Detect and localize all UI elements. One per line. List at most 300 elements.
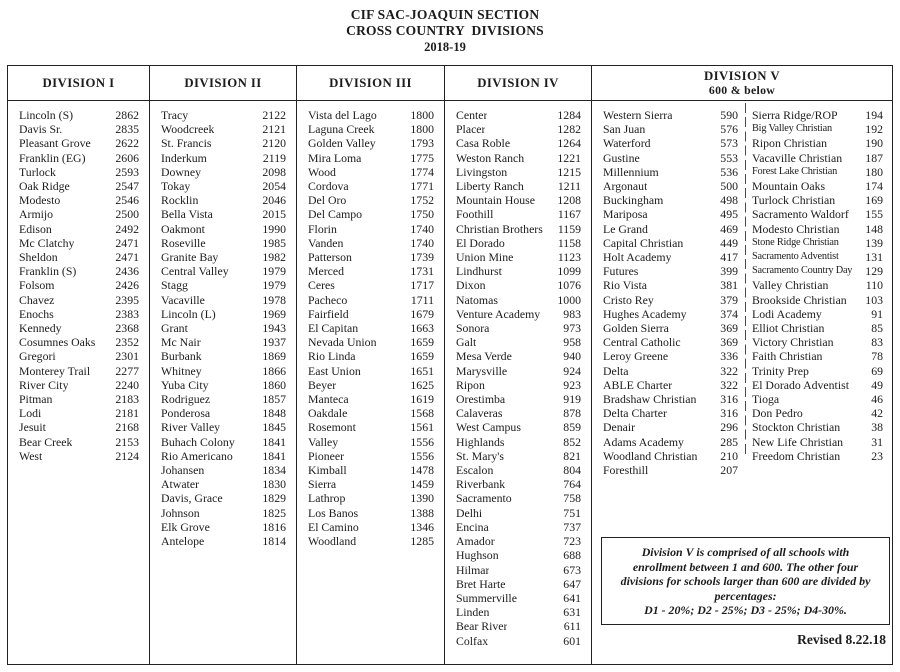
school-enrollment: 1211: [557, 179, 581, 194]
school-name: Vacaville: [161, 292, 205, 307]
school-row: [752, 136, 883, 150]
school-name: Summerville: [456, 590, 517, 605]
school-enrollment: 1834: [262, 463, 286, 478]
school-name: Hilmar: [456, 562, 490, 577]
school-name: Colfax: [456, 633, 489, 648]
school-enrollment: 1943: [262, 321, 286, 336]
school-row: [752, 364, 883, 378]
school-name: Argonaut: [603, 179, 648, 194]
school-row: [456, 349, 581, 363]
school-row: [308, 406, 434, 420]
school-name: El Dorado Adventist: [752, 377, 849, 392]
school-enrollment: 316: [720, 392, 738, 407]
school-name: Enochs: [19, 306, 54, 321]
note-line: enrollment between 1 and 600. The other four: [632, 559, 859, 574]
school-row: [161, 236, 286, 250]
school-name: Atwater: [161, 477, 199, 492]
school-name: Beyer: [308, 377, 337, 392]
school-row: [603, 264, 738, 278]
school-name: Whitney: [161, 363, 202, 378]
school-enrollment: 83: [871, 335, 883, 350]
school-enrollment: 2277: [115, 363, 139, 378]
school-row: [308, 321, 434, 335]
school-row: [456, 193, 581, 207]
school-name: Golden Valley: [308, 136, 376, 151]
school-enrollment: 1167: [557, 207, 581, 222]
school-row: [752, 264, 883, 278]
school-name: Vista del Lago: [308, 108, 377, 122]
division-5-note-box: [601, 537, 890, 625]
school-enrollment: 723: [563, 534, 581, 549]
school-row: [456, 151, 581, 165]
school-name: Le Grand: [603, 221, 648, 236]
school-enrollment: 374: [720, 306, 738, 321]
school-name: Stone Ridge Christian: [752, 236, 839, 248]
school-enrollment: 2181: [115, 406, 139, 421]
school-row: [308, 179, 434, 193]
school-enrollment: 1561: [410, 420, 434, 435]
school-name: Leroy Greene: [603, 349, 669, 364]
school-enrollment: 758: [563, 491, 581, 506]
school-row: [456, 477, 581, 491]
school-name: Turlock: [19, 164, 56, 179]
school-enrollment: 2471: [115, 235, 139, 250]
school-name: West: [19, 448, 43, 463]
school-enrollment: 1800: [410, 108, 434, 122]
school-row: [456, 122, 581, 136]
school-row: [161, 293, 286, 307]
school-row: [603, 335, 738, 349]
school-enrollment: 764: [563, 477, 581, 492]
school-enrollment: 1800: [410, 122, 434, 137]
school-enrollment: 1000: [557, 292, 581, 307]
school-name: Mountain House: [456, 193, 535, 208]
school-row: [308, 506, 434, 520]
school-name: Escalon: [456, 463, 494, 478]
school-enrollment: 2471: [115, 250, 139, 265]
school-enrollment: 1388: [410, 505, 434, 520]
school-name: Highlands: [456, 434, 505, 449]
school-name: Mountain Oaks: [752, 179, 826, 194]
school-name: Davis Sr.: [19, 122, 63, 137]
school-name: Buckingham: [603, 193, 664, 208]
school-name: Del Campo: [308, 207, 363, 222]
school-enrollment: 1679: [410, 306, 434, 321]
school-row: [161, 165, 286, 179]
school-row: [161, 491, 286, 505]
school-enrollment: 1982: [262, 250, 286, 265]
school-enrollment: 1731: [410, 264, 434, 279]
school-enrollment: 1390: [410, 491, 434, 506]
school-name: Modesto Christian: [752, 221, 840, 236]
school-enrollment: 1459: [410, 477, 434, 492]
school-enrollment: 1625: [410, 377, 434, 392]
school-enrollment: 2622: [115, 136, 139, 151]
school-name: Hughson: [456, 548, 499, 563]
school-name: Futures: [603, 264, 639, 279]
school-row: [603, 307, 738, 321]
school-name: Forest Lake Christian: [752, 165, 838, 177]
school-row: [161, 264, 286, 278]
school-enrollment: 641: [563, 590, 581, 605]
school-row: [603, 392, 738, 406]
school-row: [752, 435, 883, 449]
school-row: [752, 250, 883, 264]
school-name: Casa Roble: [456, 136, 511, 151]
school-enrollment: 1774: [410, 164, 434, 179]
school-name: River City: [19, 377, 69, 392]
school-enrollment: 2546: [115, 193, 139, 208]
school-row: [19, 392, 139, 406]
school-row: [752, 321, 883, 335]
school-enrollment: 103: [865, 292, 883, 307]
school-name: Lincoln (L): [161, 306, 216, 321]
school-row: [161, 108, 286, 122]
school-enrollment: 1659: [410, 349, 434, 364]
school-name: Pitman: [19, 392, 53, 407]
school-row: [19, 207, 139, 221]
school-name: Mesa Verde: [456, 349, 512, 364]
school-name: Granite Bay: [161, 250, 219, 265]
school-enrollment: 2426: [115, 278, 139, 293]
school-row: [308, 520, 434, 534]
school-row: [161, 222, 286, 236]
school-row: [161, 136, 286, 150]
school-enrollment: 180: [865, 164, 883, 179]
school-enrollment: 1841: [262, 448, 286, 463]
school-name: Inderkum: [161, 150, 207, 165]
title-event: CROSS COUNTRY DIVISIONS: [346, 23, 544, 38]
school-name: Jesuit: [19, 420, 46, 435]
school-name: Turlock Christian: [752, 193, 836, 208]
school-row: [161, 520, 286, 534]
school-name: West Campus: [456, 420, 521, 435]
school-enrollment: 1866: [262, 363, 286, 378]
school-row: [456, 165, 581, 179]
school-enrollment: 23: [871, 448, 883, 463]
school-name: Florin: [308, 221, 337, 236]
school-enrollment: 69: [871, 363, 883, 378]
school-enrollment: 495: [720, 207, 738, 222]
school-enrollment: 139: [865, 235, 883, 250]
school-enrollment: 1478: [410, 463, 434, 478]
school-enrollment: 1158: [557, 235, 581, 250]
school-enrollment: 187: [865, 150, 883, 165]
school-row: [752, 108, 883, 122]
school-enrollment: 148: [865, 221, 883, 236]
school-name: Tokay: [161, 179, 191, 194]
school-enrollment: 1099: [557, 264, 581, 279]
school-enrollment: 1740: [410, 235, 434, 250]
school-name: Valley Christian: [752, 278, 829, 293]
school-name: Pioneer: [308, 448, 345, 463]
school-name: Antelope: [161, 534, 205, 549]
division-2-column: [149, 66, 296, 664]
school-row: [308, 222, 434, 236]
school-enrollment: 322: [720, 363, 738, 378]
school-row: [19, 364, 139, 378]
school-enrollment: 131: [865, 250, 883, 265]
school-row: [603, 179, 738, 193]
division-4-header-label: DIVISION IV: [477, 76, 559, 90]
school-name: Bella Vista: [161, 207, 213, 222]
school-enrollment: 1969: [262, 306, 286, 321]
school-row: [19, 406, 139, 420]
school-row: [161, 477, 286, 491]
school-row: [161, 307, 286, 321]
school-enrollment: 2121: [262, 122, 286, 137]
school-enrollment: 2395: [115, 292, 139, 307]
school-enrollment: 804: [563, 463, 581, 478]
school-enrollment: 1775: [410, 150, 434, 165]
school-name: Woodland Christian: [603, 448, 698, 463]
school-enrollment: 1208: [557, 193, 581, 208]
school-name: Rio Americano: [161, 448, 233, 463]
school-name: Armijo: [19, 207, 54, 222]
school-row: [308, 193, 434, 207]
school-enrollment: 673: [563, 562, 581, 577]
school-enrollment: 381: [720, 278, 738, 293]
school-enrollment: 322: [720, 377, 738, 392]
school-enrollment: 611: [563, 619, 581, 634]
school-name: Sacramento: [456, 491, 512, 506]
school-name: Johansen: [161, 463, 205, 478]
school-name: Nevada Union: [308, 335, 377, 350]
school-name: Freedom Christian: [752, 448, 841, 463]
school-row: [752, 392, 883, 406]
school-name: Foresthill: [603, 463, 649, 478]
school-name: Galt: [456, 335, 477, 350]
school-row: [603, 151, 738, 165]
school-enrollment: 1771: [410, 179, 434, 194]
school-name: Foothill: [456, 207, 494, 222]
school-name: Kennedy: [19, 321, 62, 336]
school-row: [603, 406, 738, 420]
school-name: Lodi: [19, 406, 42, 421]
division-2-school-list: [150, 101, 296, 664]
school-enrollment: 923: [563, 377, 581, 392]
school-name: Modesto: [19, 193, 61, 208]
school-name: Franklin (S): [19, 264, 77, 279]
school-enrollment: 1848: [262, 406, 286, 421]
school-enrollment: 46: [871, 392, 883, 407]
school-enrollment: 2015: [262, 207, 286, 222]
school-name: Sacramento Adventist: [752, 251, 839, 263]
school-row: [752, 293, 883, 307]
school-enrollment: 2098: [262, 164, 286, 179]
division-3-header-label: DIVISION III: [329, 76, 412, 90]
school-row: [456, 236, 581, 250]
revised-date: Revised 8.22.18: [797, 632, 886, 647]
school-enrollment: 42: [871, 406, 883, 421]
division-4-school-list: [445, 101, 591, 664]
school-enrollment: 2352: [115, 335, 139, 350]
school-enrollment: 2862: [115, 108, 139, 122]
school-name: Edison: [19, 221, 52, 236]
school-enrollment: 1978: [262, 292, 286, 307]
school-enrollment: 1285: [410, 534, 434, 549]
school-enrollment: 78: [871, 349, 883, 364]
school-enrollment: 1829: [262, 491, 286, 506]
school-enrollment: 1284: [557, 108, 581, 122]
school-row: [603, 278, 738, 292]
school-name: St. Francis: [161, 136, 212, 151]
school-name: Sacramento Country Day: [752, 265, 853, 277]
school-name: Natomas: [456, 292, 498, 307]
school-enrollment: 2547: [115, 179, 139, 194]
school-name: San Juan: [603, 122, 646, 137]
school-enrollment: 1793: [410, 136, 434, 151]
school-row: [161, 420, 286, 434]
school-row: [308, 491, 434, 505]
school-enrollment: 369: [720, 321, 738, 336]
school-name: Ponderosa: [161, 406, 211, 421]
school-name: Lindhurst: [456, 264, 502, 279]
school-name: Big Valley Christian: [752, 123, 832, 135]
school-enrollment: 192: [865, 122, 883, 137]
school-enrollment: 1159: [557, 221, 581, 236]
document-title: [0, 7, 890, 55]
school-row: [603, 207, 738, 221]
school-name: Rodriguez: [161, 392, 211, 407]
school-name: Rocklin: [161, 193, 199, 208]
school-enrollment: 2383: [115, 306, 139, 321]
school-name: Brookside Christian: [752, 292, 847, 307]
school-row: [456, 506, 581, 520]
school-row: [19, 179, 139, 193]
school-name: Mc Clatchy: [19, 235, 75, 250]
school-name: Bear River: [456, 619, 508, 634]
school-name: Linden: [456, 605, 490, 620]
school-row: [161, 364, 286, 378]
school-name: Placer: [456, 122, 486, 137]
school-name: Liberty Ranch: [456, 179, 524, 194]
division-1-header: [8, 66, 149, 101]
school-row: [161, 463, 286, 477]
school-name: Sierra Ridge/ROP: [752, 108, 838, 122]
school-enrollment: 1979: [262, 264, 286, 279]
school-enrollment: 1619: [410, 392, 434, 407]
school-row: [456, 108, 581, 122]
school-row: [603, 420, 738, 434]
school-name: New Life Christian: [752, 434, 844, 449]
school-row: [603, 463, 738, 477]
school-enrollment: 369: [720, 335, 738, 350]
school-name: Capital Christian: [603, 235, 684, 250]
school-name: Pacheco: [308, 292, 348, 307]
school-name: Chavez: [19, 292, 55, 307]
school-row: [752, 236, 883, 250]
school-enrollment: 1651: [410, 363, 434, 378]
school-name: Ripon: [456, 377, 485, 392]
school-enrollment: 878: [563, 406, 581, 421]
school-enrollment: 500: [720, 179, 738, 194]
school-row: [308, 378, 434, 392]
division-5-school-list-left: [592, 101, 745, 477]
school-name: Cristo Rey: [603, 292, 654, 307]
school-enrollment: 576: [720, 122, 738, 137]
school-enrollment: 1568: [410, 406, 434, 421]
school-enrollment: 2122: [262, 108, 286, 122]
school-enrollment: 2054: [262, 179, 286, 194]
school-row: [308, 435, 434, 449]
school-enrollment: 110: [865, 278, 883, 293]
division-5-subheader-label: 600 & below: [708, 83, 776, 97]
school-row: [161, 392, 286, 406]
school-row: [19, 420, 139, 434]
school-row: [603, 236, 738, 250]
school-row: [603, 193, 738, 207]
school-row: [19, 307, 139, 321]
school-name: Downey: [161, 164, 201, 179]
school-row: [19, 449, 139, 463]
school-enrollment: 1659: [410, 335, 434, 350]
school-name: Woodcreek: [161, 122, 215, 137]
school-name: Golden Sierra: [603, 321, 669, 336]
school-row: [308, 207, 434, 221]
school-name: Delhi: [456, 505, 483, 520]
division-3-header: [297, 66, 444, 101]
school-enrollment: 2183: [115, 392, 139, 407]
school-enrollment: 2168: [115, 420, 139, 435]
school-row: [752, 193, 883, 207]
school-row: [308, 264, 434, 278]
school-enrollment: 1750: [410, 207, 434, 222]
school-enrollment: 940: [563, 349, 581, 364]
school-name: Ripon Christian: [752, 136, 828, 151]
school-name: Roseville: [161, 235, 206, 250]
school-name: Millennium: [603, 164, 659, 179]
school-row: [456, 634, 581, 648]
school-row: [456, 321, 581, 335]
school-name: Sheldon: [19, 250, 58, 265]
school-name: Bear Creek: [19, 434, 73, 449]
school-row: [308, 420, 434, 434]
school-enrollment: 379: [720, 292, 738, 307]
school-row: [456, 250, 581, 264]
school-row: [603, 321, 738, 335]
school-enrollment: 983: [563, 306, 581, 321]
school-name: Del Oro: [308, 193, 347, 208]
school-enrollment: 2046: [262, 193, 286, 208]
school-enrollment: 1076: [557, 278, 581, 293]
school-row: [603, 222, 738, 236]
school-name: Tioga: [752, 392, 780, 407]
school-enrollment: 2120: [262, 136, 286, 151]
school-name: Rio Linda: [308, 349, 356, 364]
school-row: [456, 392, 581, 406]
school-row: [19, 165, 139, 179]
school-enrollment: 536: [720, 164, 738, 179]
school-name: Lincoln (S): [19, 108, 74, 122]
school-row: [308, 136, 434, 150]
school-enrollment: 647: [563, 576, 581, 591]
school-row: [456, 605, 581, 619]
school-enrollment: 316: [720, 406, 738, 421]
school-enrollment: 1990: [262, 221, 286, 236]
school-row: [308, 392, 434, 406]
school-enrollment: 852: [563, 434, 581, 449]
school-enrollment: 737: [563, 519, 581, 534]
division-2-header-label: DIVISION II: [184, 76, 262, 90]
school-row: [456, 563, 581, 577]
school-row: [308, 349, 434, 363]
school-name: Oakmont: [161, 221, 205, 236]
school-name: Stockton Christian: [752, 420, 841, 435]
school-row: [456, 406, 581, 420]
school-row: [19, 151, 139, 165]
school-enrollment: 631: [563, 605, 581, 620]
